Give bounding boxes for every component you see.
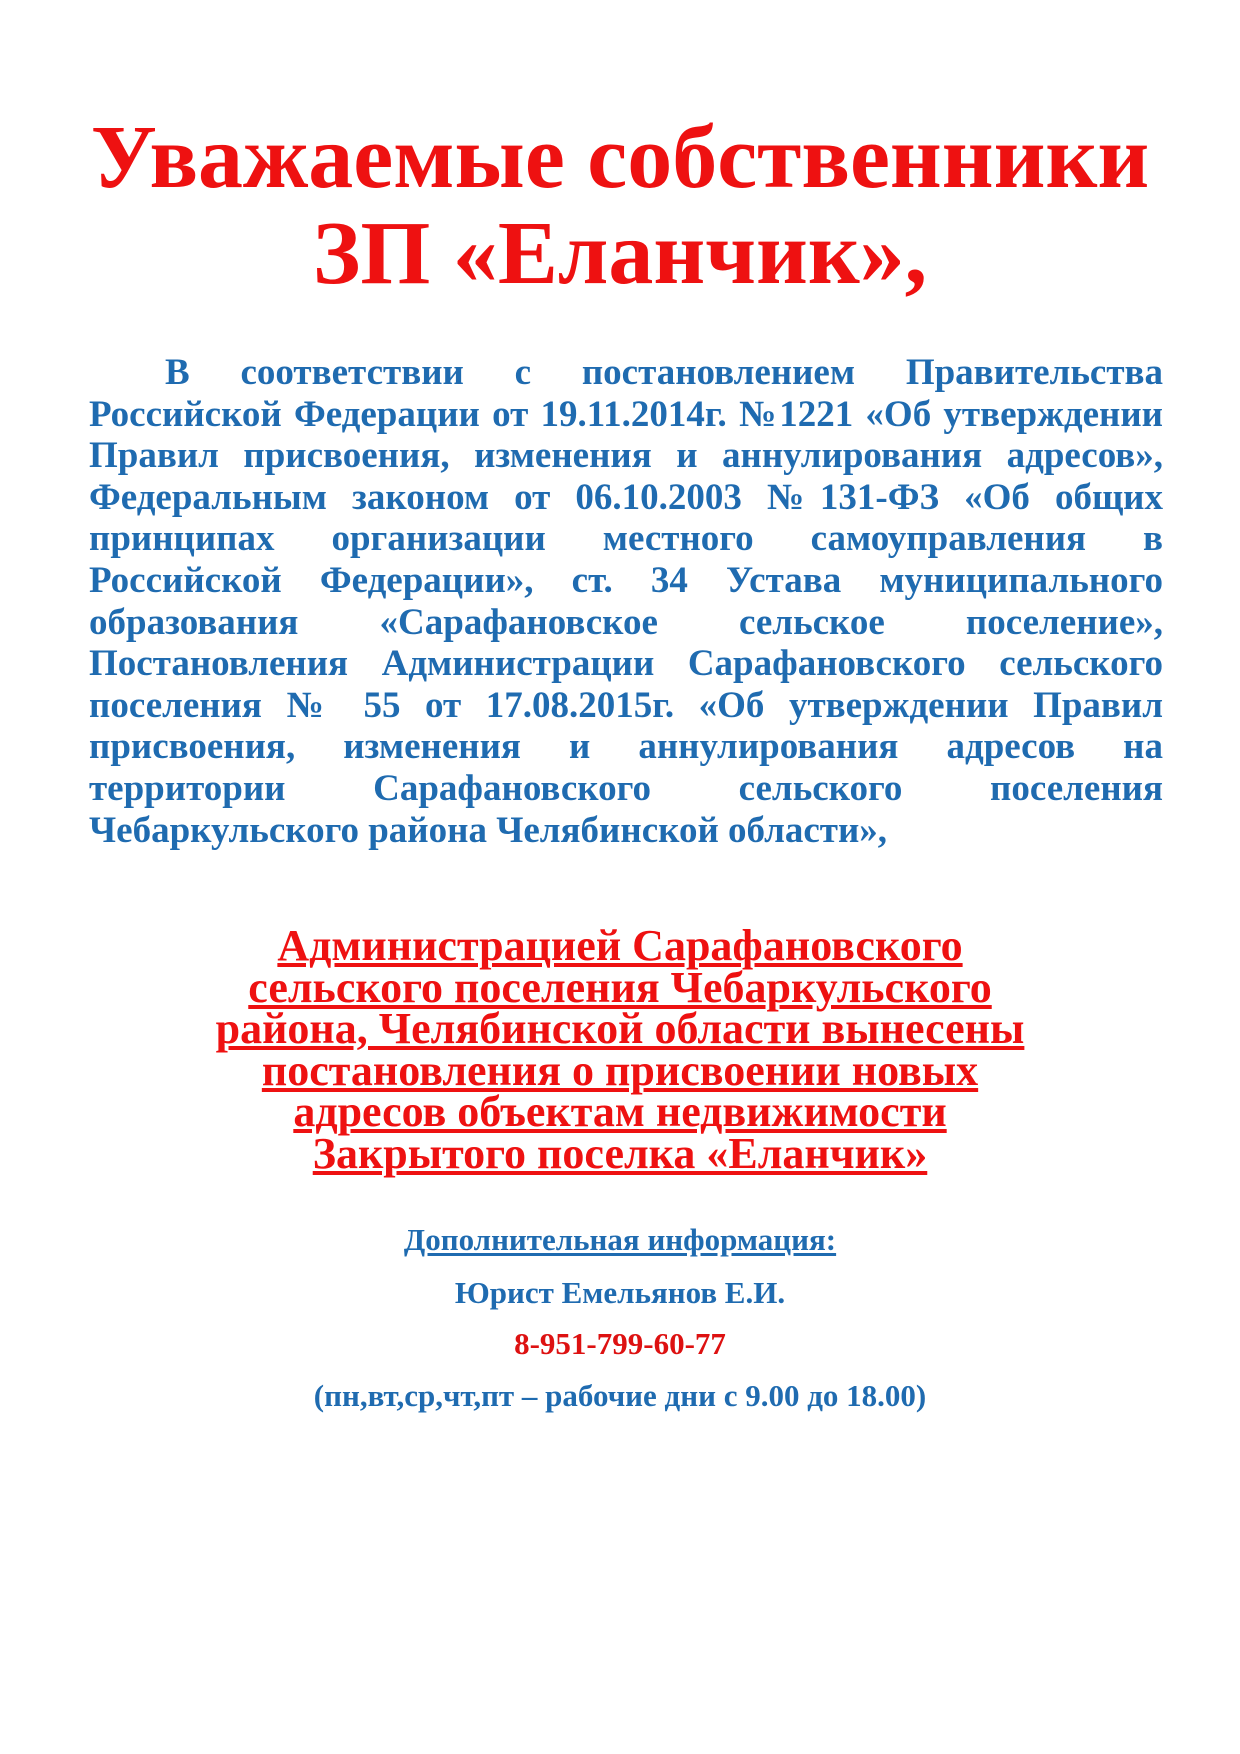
announcement-line: сельского поселения Чебаркульского <box>248 962 992 1012</box>
contact-hours: (пн,вт,ср,чт,пт – рабочие дни с 9.00 до 18.00) <box>313 1378 927 1413</box>
contact-heading: Дополнительная информация: <box>403 1222 837 1257</box>
announcement-line: района, Челябинской области вынесены <box>215 1004 1025 1053</box>
announcement-line: постановления о присвоении новых <box>261 1045 979 1095</box>
page-title <box>80 110 1160 302</box>
title-line-1: Уважаемые собственники <box>90 108 1150 207</box>
contact-name: Юрист Емельянов Е.И. <box>454 1275 786 1310</box>
legal-basis-paragraph: В соответствии с постановлением Правительства Российской Федерации от 19.11.2014г. №1221 «Об утверждении Правил присвоения, изменения и аннулирования адресов», Федеральным законом от 06.10.2003 №131-ФЗ «Об общих принципах организации местного самоуправления в Российской Федерации», ст. 34 Устава муниципального образования «Сарафановское сельское поселение», Постановления Администрации Сарафановского сельского поселения № 55 от 17.08.2015г. «Об утверждении Правил присвоения, изменения и аннулирования адресов на территории Сарафановского сельского поселения Чебаркульского района Челябинской области», <box>89 352 1163 851</box>
title-line-2: ЗП «Еланчик», <box>312 204 928 303</box>
contact-phone: 8-951-799-60-77 <box>514 1326 726 1361</box>
announcement-line: адресов объектам недвижимости <box>293 1087 947 1136</box>
announcement-line: Администрацией Сарафановского <box>277 921 963 970</box>
announcement-block <box>80 921 1160 1178</box>
announcement-line: Закрытого поселка «Еланчик» <box>312 1128 928 1178</box>
